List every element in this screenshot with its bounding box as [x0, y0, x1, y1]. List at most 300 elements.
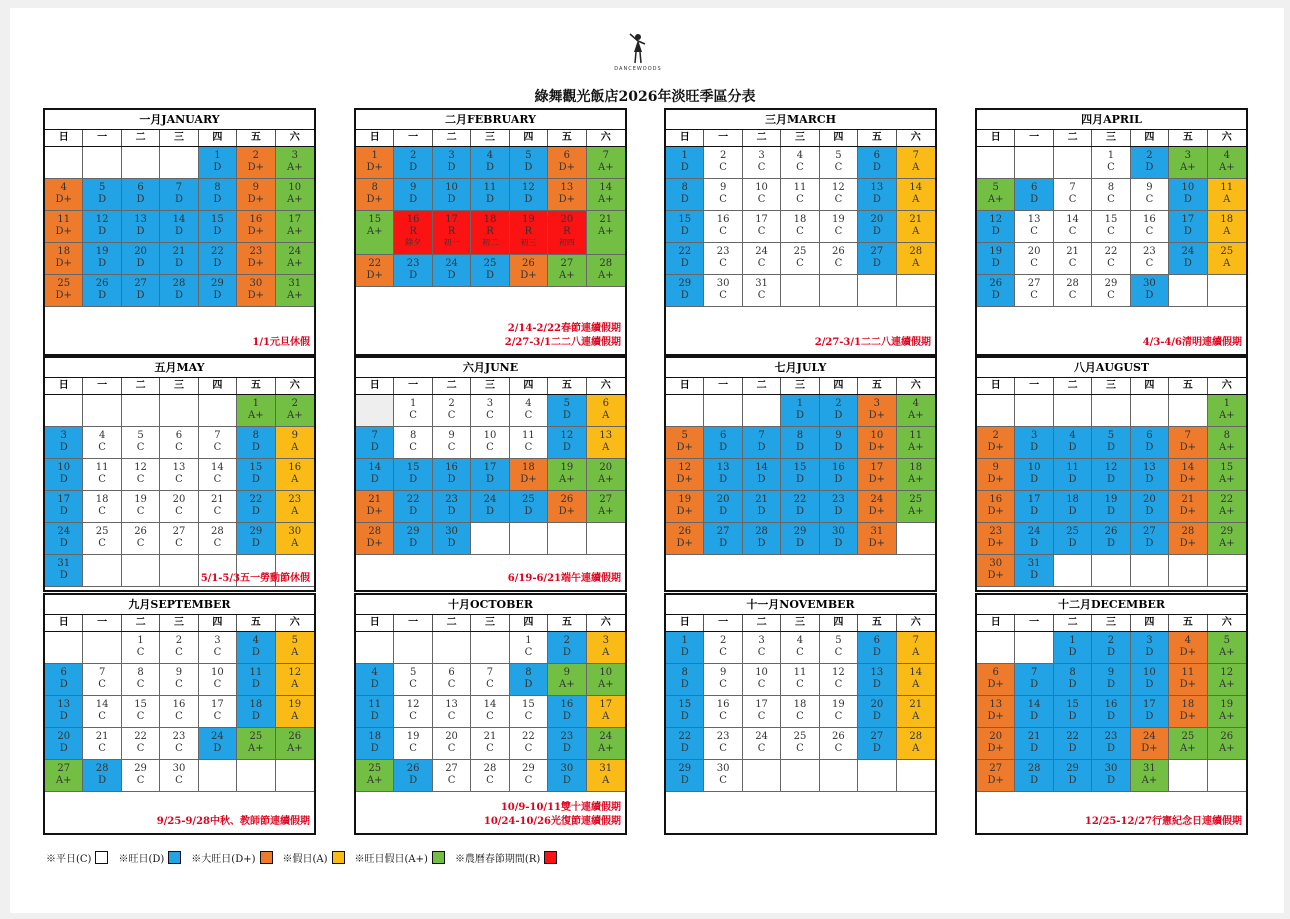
season-code: C — [757, 290, 766, 301]
day-number: 17 — [755, 214, 768, 225]
day-cell — [666, 243, 704, 275]
day-cell — [433, 728, 471, 760]
season-code: D — [1106, 679, 1115, 690]
day-cell — [781, 179, 819, 211]
season-code: C — [757, 743, 766, 754]
empty-cell — [471, 523, 509, 555]
season-code: C — [757, 226, 766, 237]
season-code: D — [485, 474, 494, 485]
day-cell — [897, 664, 935, 696]
day-cell — [548, 760, 586, 792]
season-code: C — [1068, 194, 1077, 205]
day-cell — [548, 459, 586, 491]
season-code: C — [486, 775, 494, 786]
season-code: C — [757, 162, 766, 173]
day-cell — [781, 147, 819, 179]
day-grid — [977, 632, 1246, 792]
day-number: 4 — [912, 398, 919, 409]
day-number: 17 — [288, 214, 302, 225]
day-cell — [122, 491, 160, 523]
day-number: 23 — [832, 494, 845, 505]
day-cell — [45, 555, 83, 587]
season-code: C — [1107, 162, 1115, 173]
season-code: D+ — [1141, 743, 1158, 754]
day-number: 1 — [137, 635, 144, 646]
season-code: D — [136, 226, 145, 237]
season-code: D — [562, 442, 571, 453]
page-title: 綠舞觀光飯店2026年淡旺季區分表 — [534, 89, 756, 105]
day-cell — [471, 491, 509, 523]
weekday-label: 日 — [977, 615, 1015, 631]
season-code: D — [136, 290, 145, 301]
season-code: C — [524, 410, 533, 421]
day-number: 16 — [989, 494, 1003, 505]
day-number: 26 — [522, 258, 535, 269]
day-cell — [356, 696, 394, 728]
day-number: 20 — [1143, 494, 1156, 505]
season-code: A+ — [597, 474, 614, 485]
day-number: 10 — [483, 430, 497, 441]
empty-cell — [122, 395, 160, 427]
day-number: 1 — [252, 398, 260, 409]
day-cell — [356, 728, 394, 760]
empty-cell — [897, 760, 935, 792]
day-number: 31 — [288, 278, 302, 289]
day-cell — [897, 211, 935, 243]
day-cell — [704, 664, 742, 696]
season-code: D — [447, 270, 456, 281]
season-code: C — [213, 538, 222, 549]
season-code: D+ — [987, 538, 1004, 549]
day-number: 10 — [599, 667, 613, 678]
day-cell — [704, 147, 742, 179]
day-cell — [199, 459, 237, 491]
day-cell — [122, 523, 160, 555]
season-code: D — [1183, 226, 1192, 237]
day-cell — [1092, 459, 1130, 491]
day-number: 22 — [1104, 246, 1118, 257]
season-code: A — [291, 538, 299, 549]
day-cell — [977, 523, 1015, 555]
empty-cell — [1131, 555, 1169, 587]
season-code: D+ — [868, 410, 886, 421]
day-number: 9 — [992, 462, 999, 473]
weekday-label: 六 — [1221, 132, 1232, 143]
season-code: A+ — [1218, 162, 1235, 173]
day-number: 28 — [755, 526, 768, 537]
season-code: C — [1068, 226, 1077, 237]
holiday-note: 5/1-5/3五一勞動節休假 — [200, 573, 310, 584]
day-number: 16 — [716, 699, 730, 710]
weekday-label: 四 — [1131, 130, 1169, 146]
day-number: 26 — [832, 731, 845, 742]
weekday-label: 六 — [1221, 380, 1232, 391]
day-number: 12 — [832, 182, 845, 193]
day-cell — [83, 523, 121, 555]
season-code: D — [251, 679, 260, 690]
day-cell — [977, 491, 1015, 523]
season-code: C — [409, 679, 417, 690]
day-cell — [160, 427, 198, 459]
day-cell — [394, 760, 432, 792]
day-cell — [858, 179, 896, 211]
season-code: A+ — [1218, 647, 1235, 658]
weekday-label: 四 — [820, 130, 858, 146]
day-cell — [199, 491, 237, 523]
season-code: D — [680, 194, 689, 205]
season-code: D — [251, 711, 260, 722]
day-number: 12 — [406, 699, 420, 710]
day-cell — [471, 147, 509, 179]
season-code: D — [98, 290, 107, 301]
day-number: 30 — [288, 526, 302, 537]
empty-cell — [858, 275, 896, 307]
season-code: C — [175, 474, 183, 485]
day-cell — [1208, 395, 1246, 427]
day-number: 22 — [134, 731, 147, 742]
day-cell — [199, 523, 237, 555]
day-cell — [820, 179, 858, 211]
empty-cell — [276, 760, 314, 792]
day-number: 4 — [1223, 150, 1230, 161]
season-code: D — [757, 474, 766, 485]
day-cell — [666, 427, 704, 459]
day-cell — [45, 459, 83, 491]
season-code: D — [251, 442, 260, 453]
season-code: D — [409, 775, 418, 786]
day-cell — [122, 696, 160, 728]
day-number: 30 — [1104, 763, 1118, 774]
day-cell — [160, 211, 198, 243]
day-cell — [858, 696, 896, 728]
day-cell — [704, 523, 742, 555]
month-panel — [975, 356, 1248, 592]
day-cell — [548, 255, 586, 287]
day-cell — [510, 147, 548, 179]
legend-swatch — [544, 851, 557, 864]
season-code: D — [1068, 679, 1077, 690]
season-code: C — [175, 647, 183, 658]
day-cell — [356, 523, 394, 555]
day-number: 13 — [57, 699, 71, 710]
day-number: 8 — [1107, 182, 1115, 193]
day-number: 21 — [909, 699, 923, 710]
day-cell — [433, 179, 471, 211]
day-cell — [587, 664, 625, 696]
season-code: A — [912, 258, 920, 269]
month-title: 九月SEPTEMBER — [45, 595, 314, 615]
day-number: 16 — [1104, 699, 1118, 710]
season-code: D+ — [366, 538, 383, 549]
day-number: 5 — [525, 150, 532, 161]
month-panel — [354, 593, 627, 835]
day-cell — [1015, 696, 1053, 728]
season-code: D — [1106, 711, 1115, 722]
legend-swatch — [332, 851, 345, 864]
season-code: D — [174, 290, 183, 301]
season-code: A — [912, 647, 920, 658]
day-number: 10 — [1143, 667, 1156, 678]
season-code: D — [370, 474, 379, 485]
day-number: 16 — [172, 699, 186, 710]
day-number: 31 — [1027, 558, 1041, 569]
season-code: D — [680, 679, 689, 690]
season-code: D — [251, 647, 260, 658]
day-number: 14 — [368, 462, 382, 473]
day-cell — [394, 179, 432, 211]
day-number: 26 — [1104, 526, 1118, 537]
season-code: C — [524, 743, 533, 754]
day-number: 14 — [909, 667, 923, 678]
day-number: 3 — [1146, 635, 1153, 646]
season-code: A+ — [1218, 743, 1235, 754]
day-cell — [471, 179, 509, 211]
day-cell — [122, 459, 160, 491]
season-code: C — [834, 258, 843, 269]
weekday-label: 四 — [1131, 615, 1169, 631]
day-cell — [666, 211, 704, 243]
month-panel — [664, 593, 937, 835]
season-code: D — [485, 506, 494, 517]
day-number: 19 — [522, 214, 535, 225]
day-number: 15 — [211, 214, 224, 225]
holiday-note: 6/19-6/21端午連續假期 — [507, 573, 621, 584]
day-number: 8 — [681, 667, 688, 678]
day-number: 30 — [560, 763, 574, 774]
day-number: 25 — [793, 246, 807, 257]
day-number: 2 — [252, 150, 260, 161]
weekday-label: 二 — [433, 378, 471, 394]
day-grid — [356, 147, 625, 287]
day-number: 13 — [1143, 462, 1156, 473]
season-code: D — [1145, 474, 1154, 485]
weekday-header — [45, 615, 314, 632]
weekday-label: 二 — [1054, 615, 1092, 631]
day-number: 25 — [483, 258, 497, 269]
day-number: 18 — [793, 214, 807, 225]
day-number: 8 — [681, 182, 688, 193]
day-cell — [1208, 179, 1246, 211]
day-cell — [1092, 147, 1130, 179]
season-code: D — [1030, 506, 1039, 517]
day-number: 19 — [832, 699, 845, 710]
season-code: C — [834, 711, 843, 722]
day-cell — [83, 728, 121, 760]
day-cell — [237, 459, 275, 491]
day-number: 2 — [1146, 150, 1153, 161]
day-number: 9 — [719, 182, 727, 193]
day-cell — [237, 179, 275, 211]
season-code: D+ — [987, 679, 1004, 690]
season-code: D — [1183, 194, 1192, 205]
day-cell — [1169, 632, 1207, 664]
day-cell — [1208, 147, 1246, 179]
season-code: A+ — [248, 410, 264, 421]
day-cell — [83, 275, 121, 307]
day-cell — [276, 523, 314, 555]
weekday-header — [666, 615, 935, 632]
season-code: D — [680, 258, 689, 269]
day-number: 9 — [1146, 182, 1153, 193]
weekday-label: 五 — [858, 130, 896, 146]
season-code: D — [562, 647, 571, 658]
day-grid — [977, 395, 1246, 587]
season-code: A+ — [597, 270, 614, 281]
weekday-label: 日 — [977, 130, 1015, 146]
day-cell — [356, 255, 394, 287]
day-number: 15 — [406, 462, 420, 473]
day-cell — [510, 255, 548, 287]
day-number: 17 — [1027, 494, 1041, 505]
day-cell — [1015, 179, 1053, 211]
day-cell — [199, 211, 237, 243]
day-number: 27 — [134, 278, 147, 289]
season-code: C — [524, 647, 533, 658]
day-cell — [781, 459, 819, 491]
season-code: D — [485, 162, 494, 173]
empty-cell — [510, 523, 548, 555]
weekday-label: 一 — [704, 615, 742, 631]
day-number: 16 — [406, 214, 420, 225]
month-panel — [43, 593, 316, 835]
day-cell — [1092, 760, 1130, 792]
season-code: D — [795, 506, 804, 517]
day-number: 20 — [172, 494, 186, 505]
season-code: D — [719, 506, 728, 517]
season-code: A+ — [597, 194, 614, 205]
day-number: 26 — [989, 278, 1003, 289]
day-number: 20 — [989, 731, 1003, 742]
day-number: 23 — [1143, 246, 1156, 257]
day-number: 6 — [448, 667, 455, 678]
day-cell — [83, 243, 121, 275]
weekday-label: 六 — [910, 617, 921, 628]
day-cell — [471, 211, 509, 255]
day-number: 1 — [409, 398, 417, 409]
day-cell — [394, 395, 432, 427]
season-code: D — [524, 162, 533, 173]
weekday-label: 日 — [666, 615, 704, 631]
season-code: C — [719, 711, 727, 722]
day-number: 6 — [1146, 430, 1153, 441]
season-code: D — [174, 194, 183, 205]
day-number: 12 — [1220, 667, 1234, 678]
day-number: 2 — [291, 398, 298, 409]
season-code: D — [485, 270, 494, 281]
weekday-label: 五 — [237, 615, 275, 631]
season-code: C — [175, 538, 183, 549]
weekday-label: 三 — [1092, 615, 1130, 631]
day-number: 21 — [1027, 731, 1041, 742]
season-code: A+ — [597, 162, 614, 173]
empty-cell — [1092, 395, 1130, 427]
day-number: 20 — [870, 214, 884, 225]
day-number: 2 — [409, 150, 417, 161]
season-code: C — [757, 711, 766, 722]
day-cell — [1131, 179, 1169, 211]
empty-cell — [122, 147, 160, 179]
season-code: D+ — [558, 194, 576, 205]
day-number: 4 — [1069, 430, 1076, 441]
day-number: 21 — [95, 731, 109, 742]
holiday-note: 2/14-2/22春節連續假期 — [507, 323, 621, 334]
day-number: 31 — [755, 278, 768, 289]
season-code: D — [1030, 570, 1039, 581]
day-number: 19 — [1220, 699, 1234, 710]
day-cell — [666, 491, 704, 523]
season-code: C — [834, 679, 843, 690]
day-number: 8 — [214, 182, 221, 193]
empty-cell — [820, 760, 858, 792]
day-cell — [471, 427, 509, 459]
legend-swatch — [432, 851, 445, 864]
day-grid — [356, 395, 625, 555]
day-number: 27 — [1027, 278, 1041, 289]
season-code: C — [796, 679, 804, 690]
legend-label: ※大旺日(D+) — [191, 854, 256, 865]
day-cell — [1131, 523, 1169, 555]
weekday-label: 五 — [1169, 615, 1207, 631]
day-number: 6 — [602, 398, 609, 409]
day-number: 24 — [57, 526, 71, 537]
day-cell — [276, 459, 314, 491]
day-number: 20 — [445, 731, 458, 742]
day-cell — [276, 275, 314, 307]
day-number: 14 — [211, 462, 224, 473]
weekday-label: 六 — [910, 380, 921, 391]
day-number: 15 — [678, 699, 692, 710]
season-code: D — [872, 258, 881, 269]
season-code: D — [1145, 290, 1154, 301]
day-number: 14 — [1181, 462, 1195, 473]
season-code: C — [136, 442, 145, 453]
day-cell — [1131, 632, 1169, 664]
season-code: C — [719, 775, 727, 786]
day-cell — [1054, 179, 1092, 211]
weekday-label: 日 — [356, 615, 394, 631]
day-cell — [1208, 211, 1246, 243]
day-number: 3 — [1030, 430, 1038, 441]
day-number: 29 — [793, 526, 807, 537]
day-cell — [276, 179, 314, 211]
season-code: D — [834, 538, 843, 549]
weekday-label: 二 — [433, 130, 471, 146]
weekday-label: 日 — [45, 130, 83, 146]
season-code: C — [1107, 290, 1115, 301]
season-code: C — [409, 743, 417, 754]
day-cell — [587, 491, 625, 523]
day-number: 28 — [909, 246, 923, 257]
empty-cell — [45, 632, 83, 664]
day-number: 2 — [563, 635, 571, 646]
day-cell — [433, 523, 471, 555]
day-cell — [276, 728, 314, 760]
day-cell — [820, 395, 858, 427]
season-code: D — [409, 194, 418, 205]
day-cell — [820, 491, 858, 523]
day-cell — [237, 243, 275, 275]
weekday-label: 三 — [1092, 130, 1130, 146]
day-cell — [1131, 728, 1169, 760]
day-number: 21 — [755, 494, 768, 505]
day-number: 2 — [448, 398, 455, 409]
day-number: 2 — [719, 150, 727, 161]
season-code: D+ — [987, 743, 1004, 754]
season-code: D — [1030, 775, 1039, 786]
day-number: 19 — [1104, 494, 1118, 505]
day-cell — [1169, 523, 1207, 555]
season-code: A+ — [286, 290, 303, 301]
